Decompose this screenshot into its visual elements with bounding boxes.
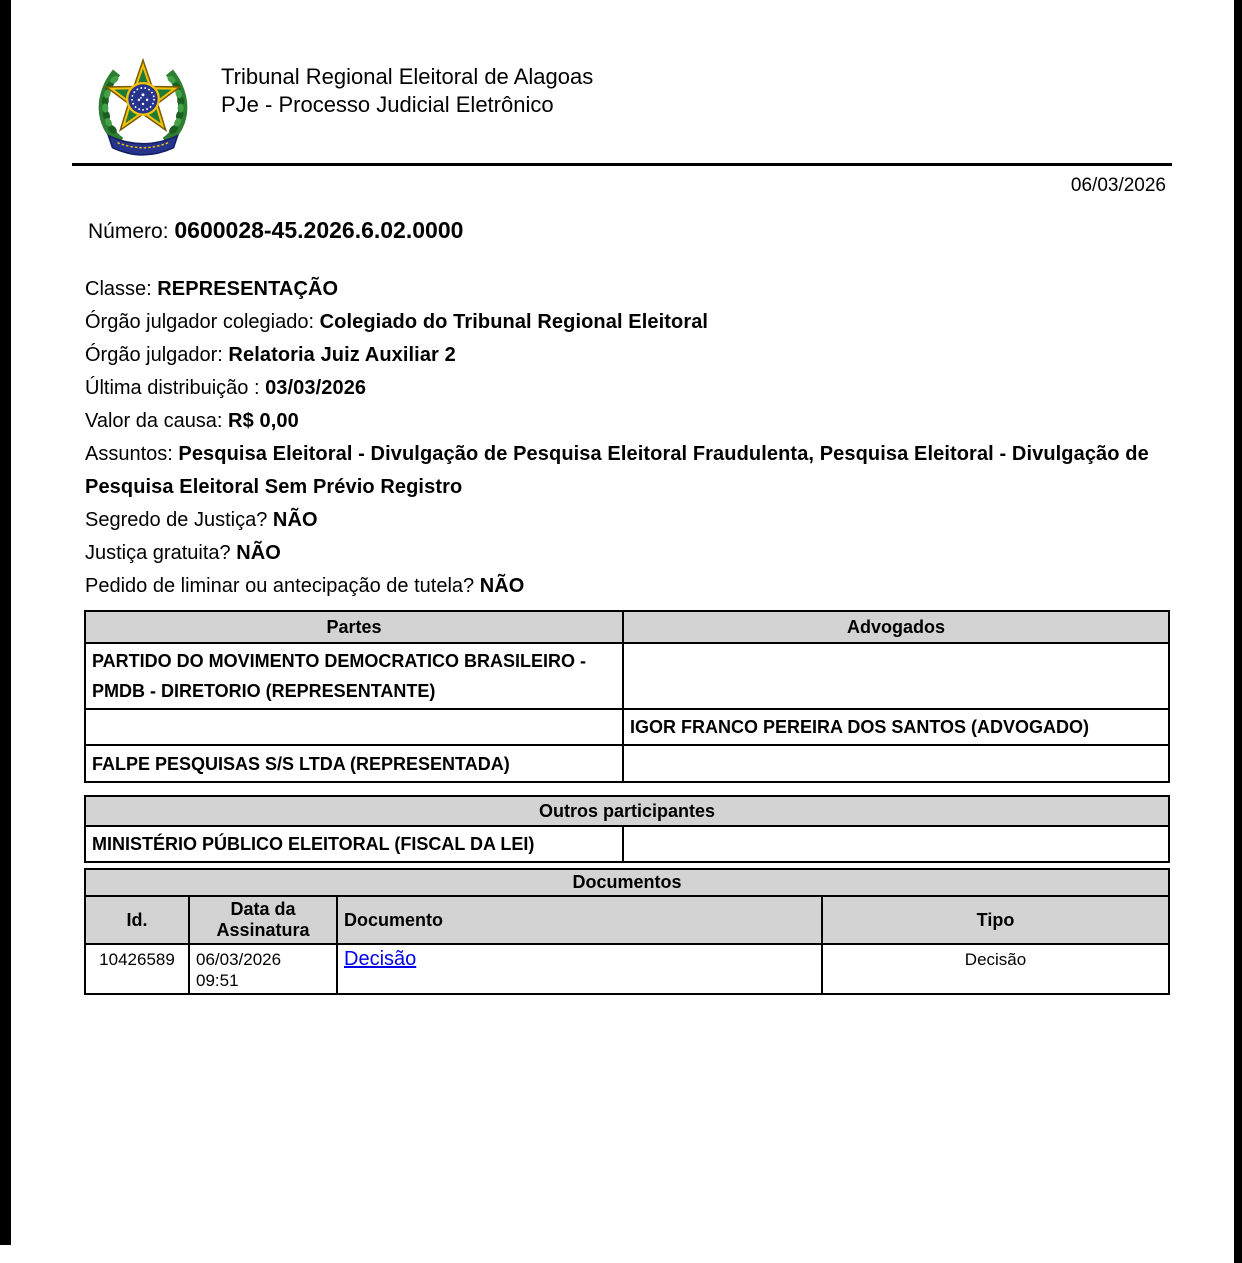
partes-header-row — [85, 611, 1169, 643]
outros-participantes-table — [84, 795, 1170, 863]
document-header — [0, 0, 1242, 163]
documento-data-assinatura: 06/03/2026 09:51 — [189, 944, 337, 994]
system-name: PJe - Processo Judicial Eletrônico — [221, 92, 554, 117]
brazil-coat-of-arms-icon — [90, 50, 196, 162]
documento-row — [85, 944, 1169, 994]
field-assuntos: Assuntos: Pesquisa Eleitoral - Divulgação de Pesquisa Eleitoral Fraudulenta, Pesquisa Eleitoral - Divulgação de Pesquisa Eleitoral Sem Prévio Registro — [85, 443, 1149, 498]
field-justica-gratuita: Justiça gratuita? NÃO — [85, 542, 281, 564]
field-segredo-justica: Segredo de Justiça? NÃO — [85, 509, 318, 531]
col-header-id: Id. — [85, 896, 189, 944]
documentos-title-row — [85, 869, 1169, 896]
document-date: 06/03/2026 — [1070, 175, 1166, 196]
case-fields — [0, 273, 1242, 603]
field-valor-causa: Valor da causa: R$ 0,00 — [85, 410, 299, 432]
outros-participantes-header: Outros participantes — [85, 796, 1169, 826]
documento-id: 10426589 — [85, 944, 189, 994]
col-header-documento: Documento — [337, 896, 822, 944]
field-pedido-liminar: Pedido de liminar ou antecipação de tutela? NÃO — [85, 575, 525, 597]
documentos-table — [84, 868, 1170, 995]
right-edge-bar — [1234, 0, 1242, 1263]
documento-decisao-link[interactable]: Decisão — [344, 948, 417, 970]
participante-mpe: MINISTÉRIO PÚBLICO ELEITORAL (FISCAL DA LEI) — [85, 826, 623, 862]
case-number-label: Número: — [88, 220, 175, 243]
documento-tipo: Decisão — [822, 944, 1169, 994]
advogado-nome: IGOR FRANCO PEREIRA DOS SANTOS (ADVOGADO) — [623, 709, 1169, 745]
documentos-header: Documentos — [85, 869, 1169, 896]
empty-cell — [623, 643, 1169, 709]
empty-cell — [623, 826, 1169, 862]
table-row — [85, 826, 1169, 862]
parte-representada: FALPE PESQUISAS S/S LTDA (REPRESENTADA) — [85, 745, 623, 782]
header-titles — [221, 50, 593, 119]
left-edge-bar — [0, 0, 11, 1245]
documento-cell — [337, 944, 822, 994]
table-row — [85, 745, 1169, 782]
field-ultima-distribuicao: Última distribuição : 03/03/2026 — [85, 377, 367, 399]
partes-header: Partes — [85, 611, 623, 643]
field-orgao-julgador: Órgão julgador: Relatoria Juiz Auxiliar 2 — [85, 344, 456, 366]
table-row — [85, 643, 1169, 709]
header-rule — [72, 163, 1172, 166]
org-name: Tribunal Regional Eleitoral de Alagoas — [221, 64, 594, 89]
table-row — [85, 709, 1169, 745]
documentos-columns-row — [85, 896, 1169, 944]
outros-header-row — [85, 796, 1169, 826]
partes-table — [84, 610, 1170, 783]
field-orgao-colegiado: Órgão julgador colegiado: Colegiado do Tribunal Regional Eleitoral — [85, 311, 709, 333]
empty-cell — [623, 745, 1169, 782]
case-number-line — [88, 217, 1168, 244]
advogados-header: Advogados — [623, 611, 1169, 643]
col-header-tipo: Tipo — [822, 896, 1169, 944]
parte-representante: PARTIDO DO MOVIMENTO DEMOCRATICO BRASILEIRO - PMDB - DIRETORIO (REPRESENTANTE) — [85, 643, 623, 709]
field-classe: Classe: REPRESENTAÇÃO — [85, 278, 339, 300]
empty-cell — [85, 709, 623, 745]
col-header-data-assinatura: Data da Assinatura — [189, 896, 337, 944]
case-number: 0600028-45.2026.6.02.0000 — [174, 217, 464, 243]
